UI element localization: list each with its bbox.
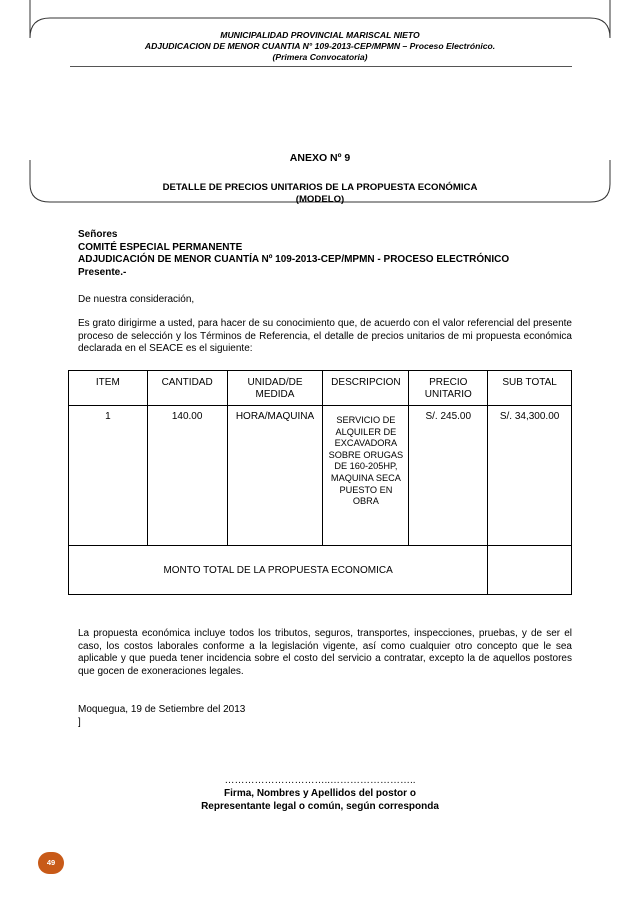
annex-title: ANEXO Nº 9 [289,152,351,164]
cell-precio: S/. 245.00 [409,406,488,546]
signature-caption-2: Representante legal o común, según corresponda [201,801,439,812]
header-convocatoria: (Primera Convocatoria) [272,52,368,62]
signature-caption-1: Firma, Nombres y Apellidos del postor o [224,788,416,799]
intro-paragraph: Es grato dirigirme a usted, para hacer de su conocimiento que, de acuerdo con el valor referencial del presente proceso de selección y los Términos de Referencia, el detalle de precios unitarios de mi propuesta económica declarada en el SEACE es el siguiente: [78,318,572,354]
address-block [78,229,572,279]
header-divider [70,66,572,67]
signature-line: …………………………..…………………….. [224,775,416,786]
header-process: ADJUDICACION DE MENOR CUANTIA N° 109-2013-CEP/MPMN – Proceso Electrónico. [144,41,496,51]
address-line-committee: COMITÉ ESPECIAL PERMANENTE [78,241,243,253]
cell-subtotal: S/. 34,300.00 [488,406,572,546]
cell-cantidad: 140.00 [147,406,227,546]
cell-unidad: HORA/MAQUINA [227,406,323,546]
annex-subtitle-line2: (MODELO) [295,194,345,205]
address-line-senores: Señores [78,229,118,240]
page-number-badge: 49 [38,852,64,874]
bracket-mark: ] [78,717,81,728]
header-institution: MUNICIPALIDAD PROVINCIAL MARISCAL NIETO [220,30,420,40]
header-descripcion: DESCRIPCION [323,371,409,406]
price-table [68,370,572,595]
annex-subtitle [100,182,540,206]
cell-descripcion: SERVICIO DE ALQUILER DE EXCAVADORA SOBRE ORUGAS DE 160-205HP, MAQUINA SECA PUESTO EN OBRA [328,415,404,507]
closing-paragraph: La propuesta económica incluye todos los tributos, seguros, transportes, inspecciones, pruebas, y de ser el caso, los costos laborales conforme a la legislación vigente, así como cualquier otro concepto que le sea aplicable y que pueda tener incidencia sobre el costo del servicio a contratar, excepto la de aquellos postores que gocen de exoneraciones legales. [78,628,572,677]
header-subtotal: SUB TOTAL [488,371,572,406]
header-cantidad: CANTIDAD [147,371,227,406]
greeting: De nuestra consideración, [78,294,195,305]
cell-descripcion-wrap [323,406,409,546]
table-total-row [69,546,572,595]
place-date: Moquegua, 19 de Setiembre del 2013 [78,704,246,715]
table-header-row [69,371,572,406]
header-precio: PRECIO UNITARIO [409,371,488,406]
header-unidad: UNIDAD/DE MEDIDA [227,371,323,406]
total-label: MONTO TOTAL DE LA PROPUESTA ECONOMICA [69,546,488,595]
annex-subtitle-line1: DETALLE DE PRECIOS UNITARIOS DE LA PROPUESTA ECONÓMICA [162,182,478,193]
header-item: ITEM [69,371,148,406]
table-row [69,406,572,546]
address-line-process: ADJUDICACIÓN DE MENOR CUANTÍA Nº 109-2013-CEP/MPMN - PROCESO ELECTRÓNICO [78,254,510,265]
address-line-presente: Presente.- [78,266,127,278]
cell-item: 1 [69,406,148,546]
total-value [488,546,572,595]
